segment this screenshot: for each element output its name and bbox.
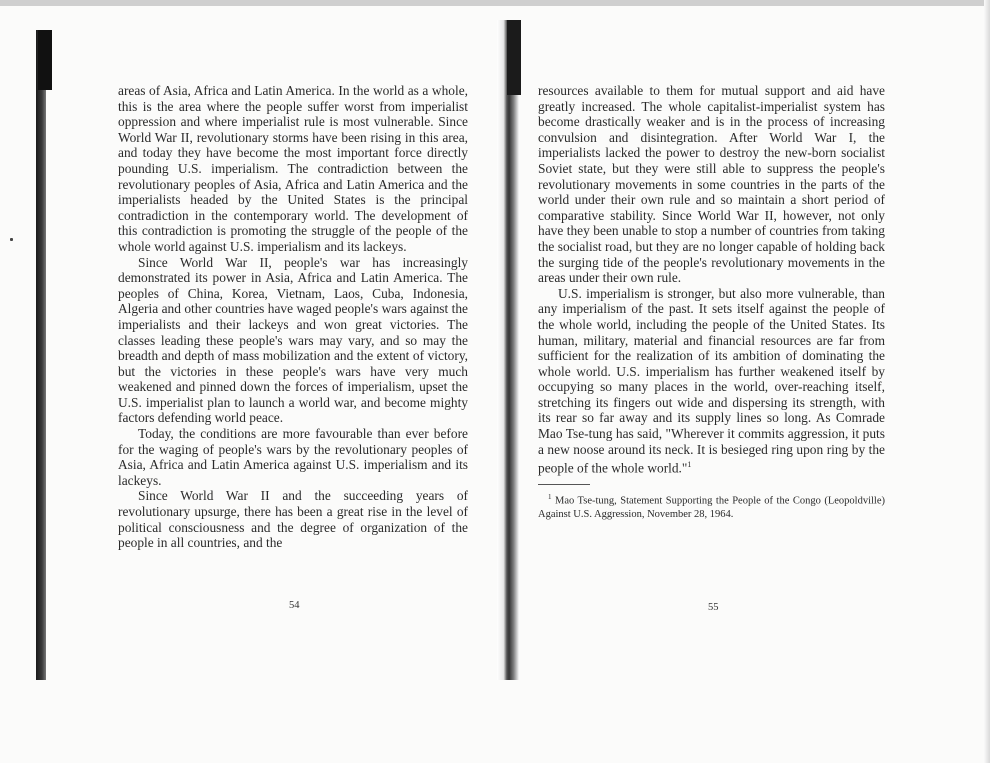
- paragraph: resources available to them for mutual support and aid have greatly increased. The whole capitalist-imperialist system has become drastically weaker and is in the process of increasing convulsion and disintegration. After World War I, the imperialists lacked the power to destroy the new-born socialist Soviet state, but they were still able to suppress the people's revolutionary movements in some countries in the parts of the world under their own rule and so maintain a short period of comparative stability. Since World War II, however, not only have they been unable to stop a number of countries from taking the socialist road, but they are no longer capable of holding back the surging tide of the people's revolutionary movements in the areas under their own rule.: [538, 83, 885, 286]
- scan-speck: [10, 238, 13, 241]
- paragraph: Since World War II and the succeeding years of revolutionary upsurge, there has been a great rise in the level of political consciousness and the degree of organization of the people in all countries, and the: [118, 488, 468, 551]
- paragraph: areas of Asia, Africa and Latin America. In the world as a whole, this is the area where the people suffer worst from imperialist oppression and where imperialist rule is most vulnerable. Since World War II, revolutionary storms have been rising in this area, and today they have become the most important force directly pounding U.S. imperialism. The contradiction between the revolutionary peoples of Asia, Africa and Latin America and the imperialists headed by the United States is the principal contradiction in the contemporary world. The development of this contradiction is promoting the struggle of the people of the whole world against U.S. imperialism and its lackeys.: [118, 83, 468, 254]
- footnote-reference: 1: [687, 460, 692, 470]
- book-gutter-dark: [507, 20, 521, 95]
- scan-top-edge: [0, 0, 990, 6]
- page-number: 54: [289, 600, 300, 611]
- book-edge-shadow: [36, 30, 46, 680]
- left-page-text: [118, 83, 468, 551]
- footnote: [538, 491, 885, 521]
- footnote-divider: [538, 484, 590, 485]
- book-gutter: [497, 20, 519, 680]
- paragraph: [538, 286, 885, 477]
- paragraph-text: U.S. imperialism is stronger, but also more vulnerable, than any imperialism of the past. It sets itself against the people of the whole world, including the people of the United States. Its human, military, material and financial resources are far from sufficient for the realization of its ambition of dominating the whole world. U.S. imperialism has further weakened itself by occupying so many places in the world, over-reaching itself, stretching its fingers out wide and dispersing its strength, with its rear so far away and its supply lines so long. As Comrade Mao Tse-tung has said, "Wherever it commits aggression, it puts a new noose around its neck. It is besieged ring upon ring by the people of the whole world.": [538, 285, 885, 476]
- page-number: 55: [708, 602, 719, 613]
- scan-right-edge: [984, 0, 990, 763]
- footnote-marker: 1: [548, 493, 552, 502]
- right-page-text: [538, 83, 885, 521]
- paragraph: Today, the conditions are more favourable than ever before for the waging of people's wars by the revolutionary peoples of Asia, Africa and Latin America against U.S. imperialism and its lackeys.: [118, 426, 468, 488]
- book-edge-dark: [38, 30, 52, 90]
- footnote-text: Mao Tse-tung, Statement Supporting the People of the Congo (Leopoldville) Against U.S. Aggression, November 28, 1964.: [538, 495, 885, 520]
- paragraph: Since World War II, people's war has increasingly demonstrated its power in Asia, Africa and Latin America. The peoples of China, Korea, Vietnam, Laos, Cuba, Indonesia, Algeria and other countries have waged people's wars against the imperialists and their lackeys and won great victories. The classes leading these people's wars may vary, and so may the breadth and depth of mass mobilization and the extent of victory, but the victories in these people's wars have very much weakened and pinned down the forces of imperialism, upset the U.S. imperialist plan to launch a world war, and become mighty factors defending world peace.: [118, 254, 468, 426]
